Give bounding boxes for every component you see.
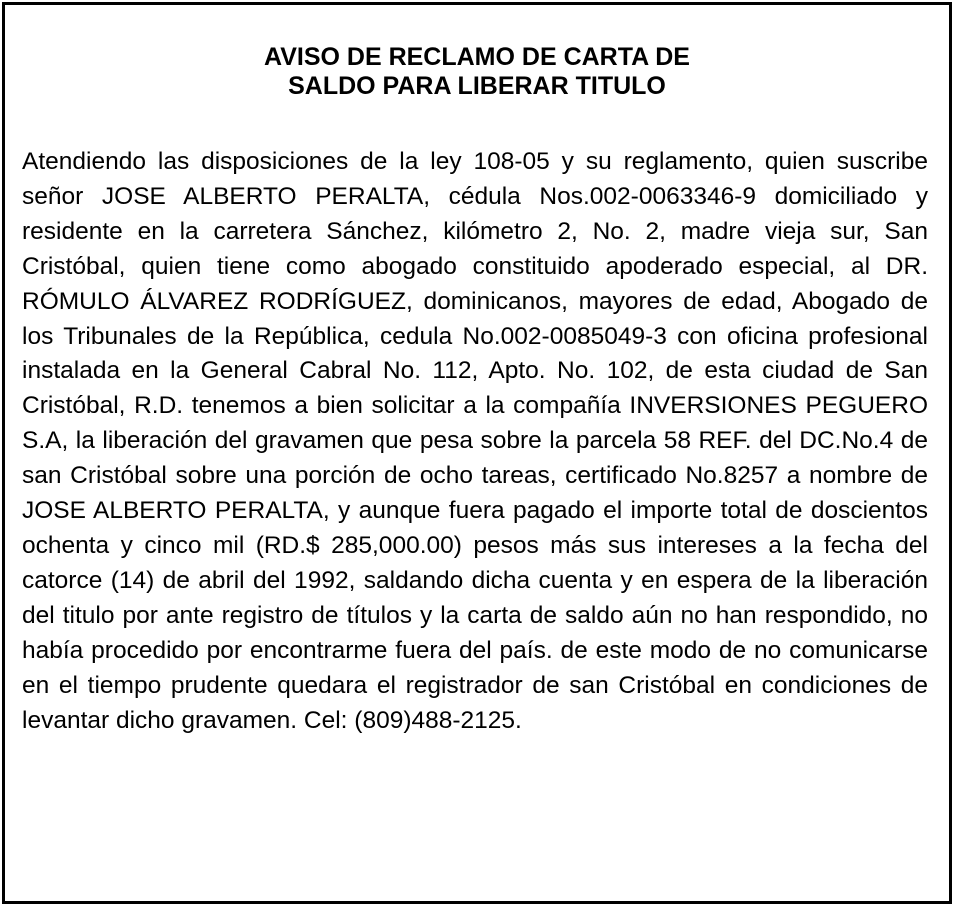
notice-frame bbox=[2, 2, 952, 904]
notice-title-line-1: AVISO DE RECLAMO DE CARTA DE bbox=[264, 43, 690, 71]
notice-title-line-2: SALDO PARA LIBERAR TITULO bbox=[288, 72, 666, 100]
notice-body-paragraph: Atendiendo las disposiciones de la ley 108-05 y su reglamento, quien suscribe señor JOSE ALBERTO PERALTA, cédula Nos.002-0063346-9 domiciliado y residente en la carretera Sánchez, kilómetro 2, No. 2, madre vieja sur, San Cristóbal, quien tiene como abogado constituido apoderado especial, al DR. RÓMULO ÁLVAREZ RODRÍGUEZ, dominicanos, mayores de edad, Abogado de los Tribunales de la República, cedula No.002-0085049-3 con oficina profesional instalada en la General Cabral No. 112, Apto. No. 102, de esta ciudad de San Cristóbal, R.D. tenemos a bien solicitar a la compañía INVERSIONES PEGUERO S.A, la liberación del gravamen que pesa sobre la parcela 58 REF. del DC.No.4 de san Cristóbal sobre una porción de ocho tareas, certificado No.8257 a nombre de JOSE ALBERTO PERALTA, y aunque fuera pagado el importe total de doscientos ochenta y cinco mil (RD.$ 285,000.00) pesos más sus intereses a la fecha del catorce (14) de abril del 1992, saldando dicha cuenta y en espera de la liberación del titulo por ante registro de títulos y la carta de saldo aún no han respondido, no había procedido por encontrarme fuera del país. de este modo de no comunicarse en el tiempo prudente quedara el registrador de san Cristóbal en condiciones de levantar dicho gravamen. Cel: (809)488-2125. bbox=[22, 148, 928, 734]
notice-title bbox=[5, 43, 949, 101]
